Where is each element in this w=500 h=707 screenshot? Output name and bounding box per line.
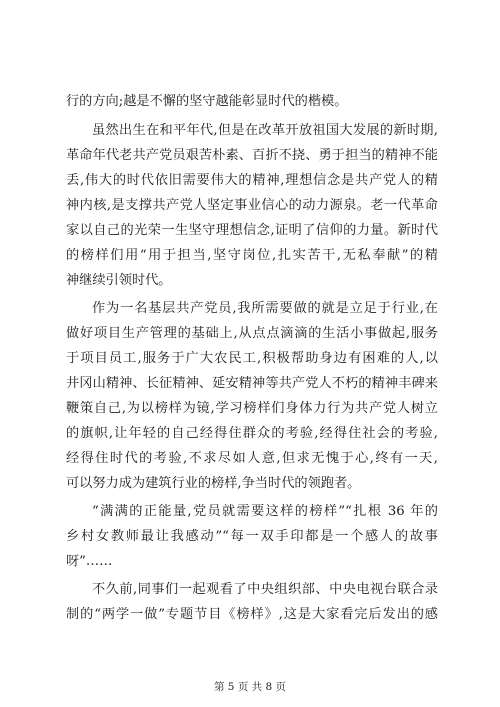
- text-line: 制的“两学一做”专题节目《榜样》,这是大家看完后发出的感: [66, 607, 438, 622]
- text-line: 家以自己的光荣一生坚守理想信念,证明了信仰的力量。新时代: [66, 223, 438, 238]
- text-line: 神内核,是支撑共产党人坚定事业信心的动力源泉。老一代革命: [66, 198, 438, 213]
- text-line: 做好项目生产管理的基础上,从点点滴滴的生活小事做起,服务: [66, 326, 438, 341]
- text-line: 革命年代老共产党员艰苦朴素、百折不挠、勇于担当的精神不能: [66, 148, 438, 163]
- text-line: 不久前,同事们一起观看了中央组织部、中央电视台联合录: [92, 582, 438, 597]
- page-footer: 第 5 页 共 8 页: [213, 681, 287, 693]
- text-line: 丢,伟大的时代依旧需要伟大的精神,理想信念是共产党人的精: [66, 173, 438, 188]
- text-line: 经得住时代的考验,不求尽如人意,但求无愧于心,终有一天,: [66, 451, 438, 466]
- text-line: 可以努力成为建筑行业的榜样,争当时代的领跑者。: [66, 476, 361, 491]
- text-line: 鞭策自己,为以榜样为镜,学习榜样们身体力行为共产党人树立: [66, 401, 438, 416]
- text-line: 神继续引领时代。: [66, 273, 172, 288]
- text-line: 于项目员工,服务于广大农民工,积极帮助身边有困难的人,以: [66, 351, 438, 366]
- text-line: 呀”……: [66, 554, 113, 569]
- text-line: 的旗帜,让年轻的自己经得住群众的考验,经得住社会的考验,: [66, 426, 438, 441]
- text-line: 的榜样们用“用于担当,坚守岗位,扎实苦干,无私奉献”的精: [66, 248, 438, 263]
- text-line: 行的方向;越是不懈的坚守越能彰显时代的楷模。: [66, 94, 348, 109]
- text-line: 井冈山精神、长征精神、延安精神等共产党人不朽的精神丰碑来: [66, 376, 438, 391]
- text-line: 虽然出生在和平年代,但是在改革开放祖国大发展的新时期,: [92, 123, 438, 138]
- text-line: “满满的正能量,党员就需要这样的榜样”“扎根 36 年的: [92, 504, 438, 519]
- text-line: 乡村女教师最让我感动”“每一双手印都是一个感人的故事: [66, 529, 438, 544]
- text-line: 作为一名基层共产党员,我所需要做的就是立足于行业,在: [92, 301, 438, 316]
